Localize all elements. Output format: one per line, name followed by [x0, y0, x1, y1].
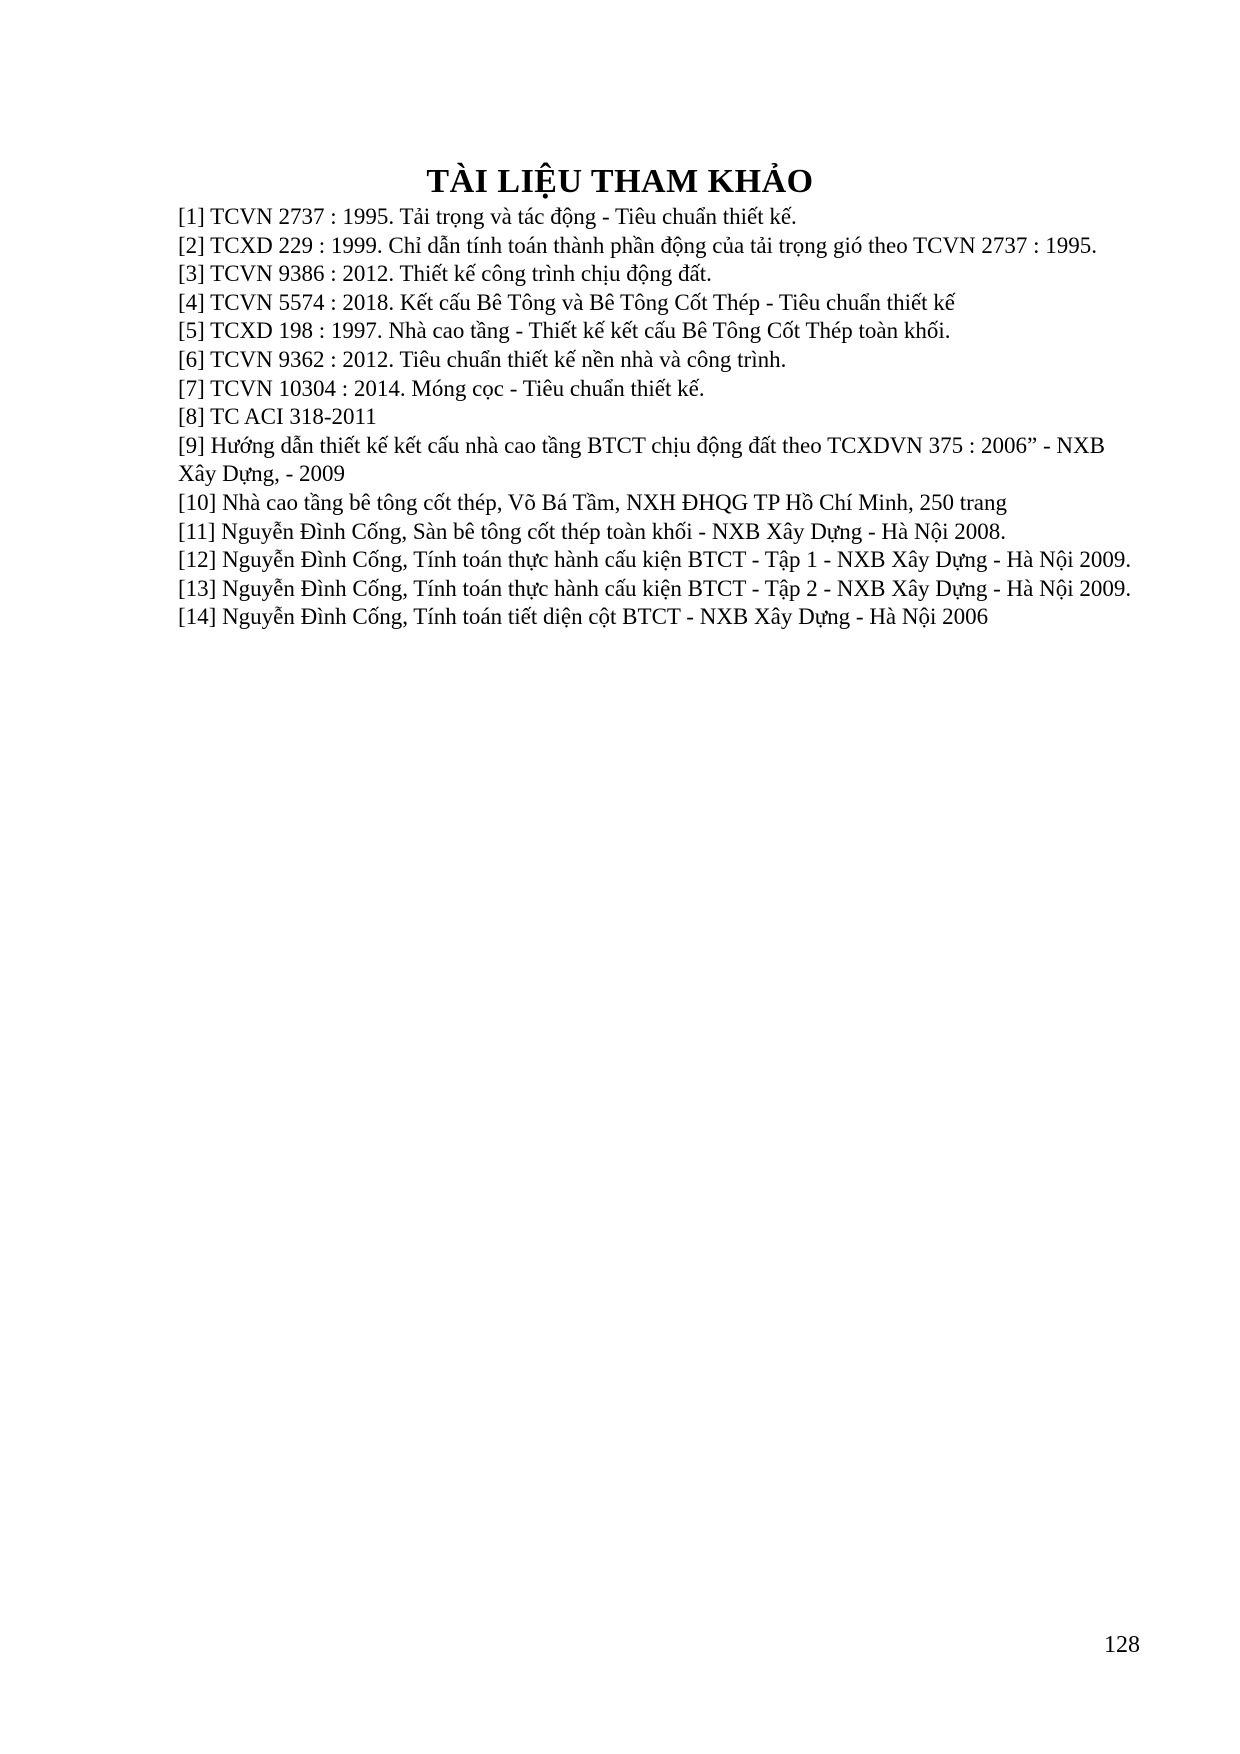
reference-item: [9] Hướng dẫn thiết kế kết cấu nhà cao tầng BTCT chịu động đất theo TCXDVN 375 : 2006” - NXB Xây Dựng, - 2009 [178, 432, 1105, 487]
reference-list [178, 203, 1138, 632]
reference-item: [11] Nguyễn Đình Cống, Sàn bê tông cốt thép toàn khối - NXB Xây Dựng - Hà Nội 2008. [178, 518, 1006, 544]
reference-item: [2] TCXD 229 : 1999. Chỉ dẫn tính toán thành phần động của tải trọng gió theo TCVN 2737 : 1995. [178, 232, 1098, 258]
reference-item: [10] Nhà cao tầng bê tông cốt thép, Võ Bá Tầm, NXH ĐHQG TP Hồ Chí Minh, 250 trang [178, 489, 1007, 515]
page-title: TÀI LIỆU THAM KHẢO [426, 163, 814, 200]
reference-item: [8] TC ACI 318-2011 [178, 404, 377, 430]
reference-item: [5] TCXD 198 : 1997. Nhà cao tầng - Thiết kế kết cấu Bê Tông Cốt Thép toàn khối. [178, 318, 951, 344]
reference-item: [1] TCVN 2737 : 1995. Tải trọng và tác động - Tiêu chuẩn thiết kế. [178, 204, 797, 229]
page-number: 128 [1104, 1632, 1140, 1658]
reference-item: [13] Nguyễn Đình Cống, Tính toán thực hành cấu kiện BTCT - Tập 2 - NXB Xây Dựng - Hà Nội 2009. [178, 575, 1132, 601]
reference-item: [4] TCVN 5574 : 2018. Kết cấu Bê Tông và Bê Tông Cốt Thép - Tiêu chuẩn thiết kế [178, 289, 956, 315]
reference-item: [6] TCVN 9362 : 2012. Tiêu chuẩn thiết kế nền nhà và công trình. [178, 346, 787, 372]
reference-item: [12] Nguyễn Đình Cống, Tính toán thực hành cấu kiện BTCT - Tập 1 - NXB Xây Dựng - Hà Nội 2009. [178, 547, 1132, 573]
reference-item: [3] TCVN 9386 : 2012. Thiết kế công trình chịu động đất. [178, 261, 712, 287]
reference-item: [7] TCVN 10304 : 2014. Móng cọc - Tiêu chuẩn thiết kế. [178, 375, 705, 401]
reference-item: [14] Nguyễn Đình Cống, Tính toán tiết diện cột BTCT - NXB Xây Dựng - Hà Nội 2006 [178, 604, 989, 630]
